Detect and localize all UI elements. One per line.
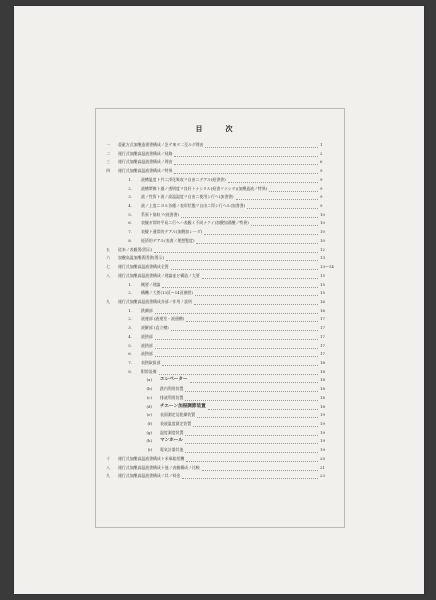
toc-entry-page: 17 [320, 325, 325, 331]
toc-entry-page: 16 [320, 298, 325, 304]
toc-entry [0, 158, 436, 166]
toc-entry-number: 6. [128, 220, 132, 226]
toc-entry [0, 394, 436, 402]
toc-leader-dots [251, 224, 318, 226]
toc-entry [0, 464, 436, 472]
toc-entry-title: 経済的デアル(表書ノ理想覧度) [141, 237, 195, 243]
toc-entry-number: 7. [128, 360, 132, 365]
toc-leader-dots [247, 207, 318, 209]
toc-entry-title: 表観ト通常的デアル(加醗加レーダ) [141, 229, 203, 235]
toc-entry-number: 九 [106, 298, 110, 304]
toc-entry-page: 2 [320, 150, 323, 156]
toc-leader-dots [193, 425, 318, 427]
toc-entry-page: 13〜14 [320, 264, 334, 270]
toc-entry [0, 289, 436, 297]
toc-entry [0, 403, 436, 411]
toc-leader-dots [174, 155, 318, 157]
toc-entry-page: 18 [320, 394, 325, 400]
toc-entry [0, 254, 436, 262]
toc-entry-title: エレベーター [160, 377, 188, 383]
toc-leader-dots [155, 355, 318, 357]
toc-entry [0, 324, 436, 332]
toc-entry-page: 19 [320, 429, 325, 435]
toc-entry-number: (g) [146, 429, 152, 435]
toc-entry [0, 193, 436, 201]
toc-leader-dots [186, 320, 318, 322]
toc-leader-dots [202, 277, 318, 279]
toc-entry [0, 150, 436, 158]
toc-entry-title: 附帯設備 [141, 368, 157, 374]
toc-entry [0, 202, 436, 210]
toc-leader-dots [182, 477, 318, 479]
toc-entry-number: 4. [128, 333, 132, 339]
toc-entry-page: 17 [320, 351, 325, 357]
toc-entry [0, 350, 436, 358]
toc-entry-title: 概要ノ理論 [141, 281, 161, 287]
toc-entry-number: (f) [147, 421, 152, 427]
toc-entry [0, 141, 436, 149]
toc-entry [0, 472, 436, 480]
toc-entry-page: 1 [320, 142, 323, 147]
toc-leader-dots [190, 381, 318, 383]
toc-entry-page: 17 [320, 342, 325, 348]
page-title: 目 次 [195, 124, 241, 133]
toc-entry-number: (c) [146, 394, 152, 400]
toc-entry-number: 八 [106, 464, 110, 470]
toc-entry-page: 9 [320, 203, 323, 209]
toc-entry-page: 18 [320, 377, 325, 383]
toc-entry-number: 4. [128, 203, 132, 209]
toc-entry-number: (e) [146, 412, 152, 418]
toc-leader-dots [236, 198, 318, 200]
toc-entry [0, 411, 436, 419]
toc-leader-dots [154, 251, 318, 253]
toc-leader-dots [205, 146, 318, 148]
toc-entry-number: 1. [128, 281, 132, 287]
toc-entry-title: 液ノ性質ト液ノ高温温度ヲ自由ニ使用シ行ヘ(加書書) [141, 194, 234, 200]
toc-entry-page: 9 [320, 176, 323, 182]
toc-entry [0, 167, 436, 175]
toc-entry-title: 表面測定及乾燥装置 [160, 412, 196, 418]
toc-entry [0, 263, 436, 271]
toc-entry [0, 429, 436, 437]
toc-entry [0, 385, 436, 393]
toc-entry-number: 3. [128, 325, 132, 331]
toc-entry-number: 七 [106, 264, 110, 270]
toc-entry [0, 359, 436, 367]
toc-entry-page: 18 [320, 368, 325, 374]
toc-entry-number: 2. [128, 185, 132, 191]
toc-entry-title: 表熱取扱部 [141, 360, 161, 365]
toc-entry-number: 三 [106, 159, 110, 165]
toc-entry-page: 17 [320, 316, 325, 322]
toc-entry-title: 運行式加醗高温液書構成各部ノ作用ノ説明 [118, 298, 192, 304]
toc-leader-dots [195, 294, 318, 296]
toc-entry [0, 342, 436, 350]
toc-entry [0, 176, 436, 184]
toc-leader-dots [155, 347, 318, 349]
toc-entry-number: 十 [106, 455, 110, 461]
toc-entry-page: 20 [320, 455, 325, 461]
toc-leader-dots [228, 181, 318, 183]
toc-entry [0, 420, 436, 428]
toc-entry [0, 246, 436, 254]
toc-entry [0, 237, 436, 245]
toc-entry-title: 鉄内利用装置 [160, 386, 184, 392]
toc-entry-page: 15 [320, 272, 325, 278]
toc-entry-page: 19 [320, 421, 325, 427]
toc-leader-dots [186, 460, 318, 462]
toc-entry-number: 3. [128, 194, 132, 200]
toc-entry-number: 5. [128, 211, 132, 217]
toc-entry-page: 15 [320, 281, 325, 287]
toc-entry-page: 18 [320, 403, 325, 409]
toc-entry-page: 9 [320, 168, 323, 174]
toc-leader-dots [202, 469, 318, 471]
toc-entry [0, 437, 436, 445]
toc-entry-number: (a) [146, 377, 152, 383]
toc-leader-dots [204, 233, 318, 235]
toc-entry [0, 272, 436, 280]
toc-entry [0, 455, 436, 463]
toc-entry-number: 六 [106, 255, 110, 261]
toc-leader-dots [181, 216, 318, 218]
toc-entry-title: 液熱部 [141, 351, 153, 357]
toc-entry-number: 八 [106, 272, 110, 278]
toc-entry-page: 12 [320, 246, 325, 252]
toc-entry-number: (h) [146, 438, 152, 444]
toc-entry [0, 211, 436, 219]
toc-leader-dots [171, 268, 318, 270]
toc-entry-page: 6 [320, 159, 323, 165]
toc-entry-number: 8. [128, 237, 132, 243]
toc-entry-page: 10 [320, 237, 325, 243]
toc-entry-page: 21 [320, 464, 325, 470]
toc-entry-title: 運行式加醗高温液書構成ノ特異 [118, 168, 173, 174]
toc-leader-dots [185, 390, 318, 392]
toc-entry [0, 376, 436, 384]
toc-entry-page: 18 [320, 360, 325, 365]
toc-entry-number: (b) [146, 386, 152, 392]
toc-entry-page: 10 [320, 220, 325, 226]
toc-entry-page: 19 [320, 447, 325, 453]
toc-leader-dots [171, 329, 318, 331]
toc-entry-number: (d) [146, 403, 152, 409]
toc-leader-dots [155, 312, 318, 314]
toc-entry-number: 1. [128, 176, 132, 182]
toc-entry-number: 一 [106, 142, 110, 147]
toc-entry [0, 446, 436, 454]
toc-entry [0, 228, 436, 236]
toc-entry-page: 17 [320, 333, 325, 339]
toc-entry-title: 運行式加醗高温液書構成ノ其ノ料金 [118, 473, 181, 479]
toc-entry-title: 加醗高温加醗著図書(図示) [118, 255, 164, 261]
toc-entry-title: 従来ノ表観図(図示) [118, 246, 153, 252]
toc-entry-title: 液熱部 [141, 333, 153, 339]
toc-entry-number: 1. [128, 307, 132, 313]
toc-entry-number: 6. [128, 351, 132, 357]
toc-entry-title: 亜砒方式加醗造建書構成ノ急ゲ來タ二至ルダ理由 [118, 142, 204, 147]
toc-leader-dots [162, 286, 318, 288]
toc-entry-title: 構機ノ大要(13頁〜14頁参照) [141, 290, 193, 296]
toc-entry-page: 10 [320, 211, 325, 217]
toc-leader-dots [174, 172, 318, 174]
toc-entry [0, 219, 436, 227]
toc-entry-title: 表液温度測定装置 [160, 421, 192, 427]
toc-entry-title: チエーン加振調節装置 [160, 403, 206, 409]
toc-entry-number: 2. [128, 316, 132, 322]
toc-entry-title: 運行式加醗高温液書構成ト米軍総括機 [118, 455, 185, 461]
toc-leader-dots [162, 364, 318, 366]
toc-entry [0, 315, 436, 323]
toc-entry [0, 368, 436, 376]
toc-leader-dots [155, 338, 318, 340]
toc-leader-dots [174, 163, 318, 165]
toc-entry-title: 運行式加醗高温液書構成全図 [118, 264, 169, 270]
toc-entry-title: 運行式加醗高温液書構成ノ理由 [118, 159, 173, 165]
toc-entry [0, 185, 436, 193]
toc-entry-title: 温度測度装置 [160, 429, 184, 435]
toc-entry-title: 鉄鋼部 [141, 307, 153, 313]
toc-leader-dots [208, 408, 318, 410]
toc-entry-page: 9 [320, 194, 323, 200]
toc-entry-page: 9 [320, 185, 323, 191]
toc-entry-number: 五 [106, 246, 110, 252]
toc-entry-title: 排液利用装置 [160, 394, 184, 400]
toc-entry-title: マンホール [160, 438, 183, 444]
toc-entry-title: 液解部 (直立槽) [141, 325, 169, 331]
toc-entry-page: 10 [320, 229, 325, 235]
toc-entry-number: 7. [128, 229, 132, 235]
toc-leader-dots [185, 451, 318, 453]
toc-leader-dots [159, 373, 318, 375]
toc-entry-number: 四 [106, 168, 110, 174]
toc-entry-number: 2. [128, 290, 132, 296]
toc-entry-number: (i) [147, 447, 152, 453]
toc-leader-dots [166, 259, 318, 261]
toc-leader-dots [269, 190, 318, 192]
toc-entry-page: 15 [320, 290, 325, 296]
toc-entry-page: 19 [320, 438, 325, 444]
toc-entry-title: 液熱部 [141, 342, 153, 348]
toc-entry-number: 二 [106, 150, 110, 156]
toc-leader-dots [185, 434, 318, 436]
toc-entry-title: 表観ガ常時平易ニ行ヘハ表観ミ不同ナクイ(加醗加湯醗ノ特異) [141, 220, 249, 226]
toc-leader-dots [197, 416, 318, 418]
toc-entry [0, 281, 436, 289]
toc-entry-number: 8. [128, 368, 132, 374]
toc-leader-dots [196, 242, 318, 244]
toc-entry [0, 333, 436, 341]
toc-entry-title: 電気計器其他 [160, 447, 184, 453]
toc-entry-title: 液槽温度ト共ニ淨化吸収ヲ自由ニデアル(経書書) [141, 176, 226, 182]
toc-entry-title: 液槽摩擦ト風ノ透明度ヲ良好トナシタル(経書ヲナシタ)(加醗造液ノ特異) [141, 185, 268, 191]
toc-entry-title: 液ノ上度ニヨル各種ノ表形状態ヲ自由ニ得シ行ヘル(加書書) [141, 203, 246, 209]
toc-entry-number: 九 [106, 473, 110, 479]
toc-entry-title: 運行式加醗高温液書構成ノ経路 [118, 150, 173, 156]
toc-leader-dots [185, 399, 318, 401]
toc-entry-title: 液運部 (液運室・液通槽) [141, 316, 185, 322]
toc-entry-page: 23 [320, 473, 325, 479]
toc-leader-dots [185, 442, 318, 444]
toc-entry-page: 13 [320, 255, 325, 261]
toc-entry-page: 19 [320, 412, 325, 418]
toc-entry [0, 298, 436, 306]
toc-entry-title: 系原ト筋収ヲ(経書書) [141, 211, 180, 217]
toc-entry-page: 16 [320, 307, 325, 313]
toc-leader-dots [194, 303, 318, 305]
toc-entry-page: 18 [320, 386, 325, 392]
toc-entry-number: 5. [128, 342, 132, 348]
toc-entry-title: 運行式加醗高温液書構成ノ理論並ビ構造ノ大要 [118, 272, 200, 278]
toc-entry-title: 運行式加醗高温液書構成ト他ノ表観構成ノ比較 [118, 464, 200, 470]
toc-entry [0, 307, 436, 315]
